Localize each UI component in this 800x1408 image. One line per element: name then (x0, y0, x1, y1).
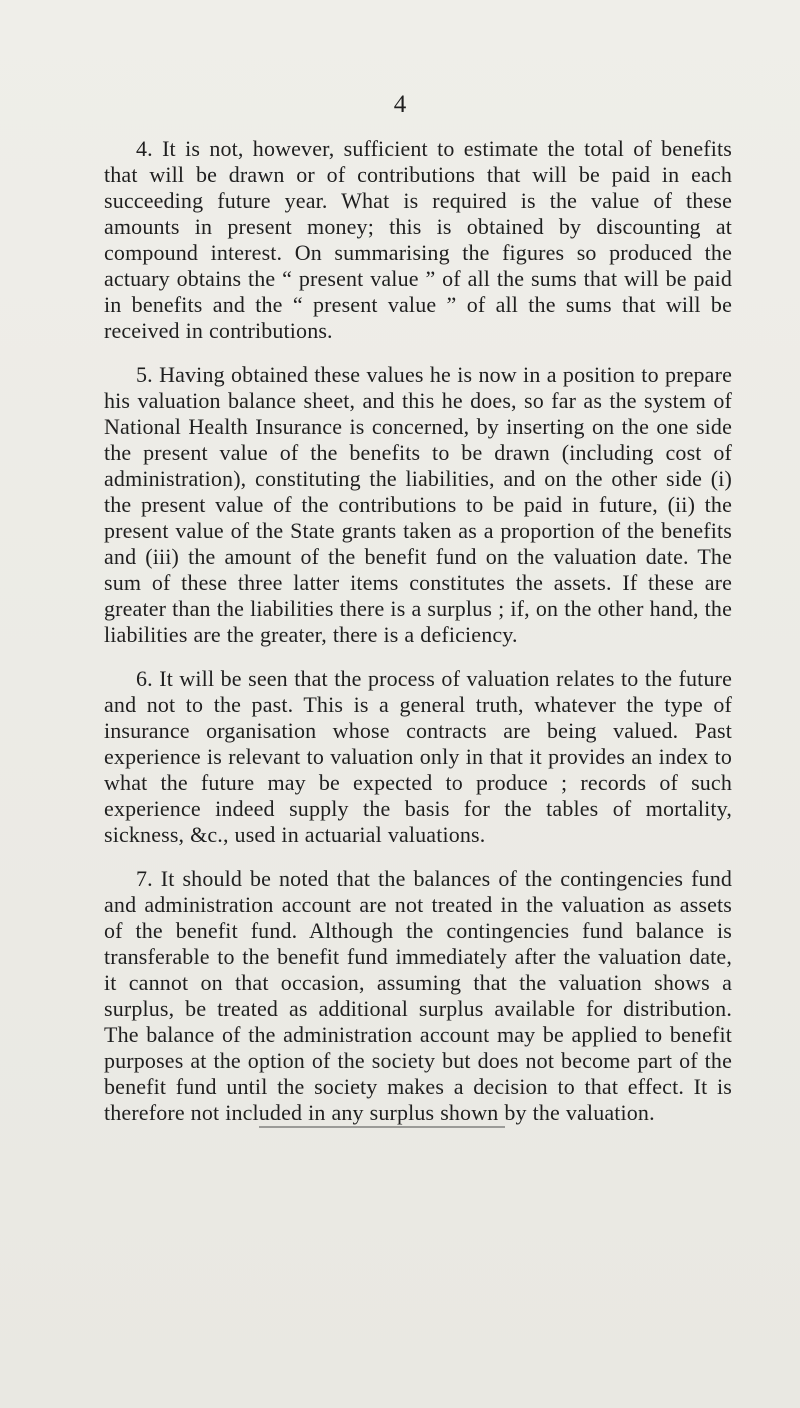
paragraph-6: 6. It will be seen that the process of valuation relates to the future and not to the past. This is a general truth, whatever the type of insurance organisation whose contracts are being valued. Past experience is relevant to valuation only in that it provides an index to what the future may be expected to produce ; records of such experience indeed supply the basis for the tables of mortality, sickness, &c., used in actuarial valuations. (104, 666, 732, 847)
body-text (104, 136, 732, 1144)
section-divider (259, 1126, 505, 1128)
paragraph-5: 5. Having obtained these values he is now in a position to prepare his valuation balance sheet, and this he does, so far as the system of National Health Insurance is concerned, by inserting on the one side the present value of the benefits to be drawn (including cost of administration), constituting the liabilities, and on the other side (i) the present value of the contributions to be paid in future, (ii) the present value of the State grants taken as a proportion of the benefits and (iii) the amount of the benefit fund on the valuation date. The sum of these three latter items constitutes the assets. If these are greater than the liabilities there is a surplus ; if, on the other hand, the liabilities are the greater, there is a deficiency. (104, 362, 732, 647)
page-number: 4 (393, 91, 407, 118)
paragraph-4: 4. It is not, however, sufficient to estimate the total of benefits that will be drawn or of contributions that will be paid in each succeeding future year. What is required is the value of these amounts in present money; this is obtained by discounting at compound interest. On summarising the figures so produced the actuary obtains the “ present value ” of all the sums that will be paid in benefits and the “ present value ” of all the sums that will be received in contributions. (104, 136, 732, 343)
paragraph-7: 7. It should be noted that the balances of the contingencies fund and administration account are not treated in the valuation as assets of the benefit fund. Although the contingencies fund balance is transferable to the benefit fund immediately after the valuation date, it cannot on that occasion, assuming that the valuation shows a surplus, be treated as additional surplus available for distribution. The balance of the administration account may be applied to benefit purposes at the option of the society but does not become part of the benefit fund until the society makes a decision to that effect. It is therefore not included in any surplus shown by the valuation. (104, 866, 732, 1125)
